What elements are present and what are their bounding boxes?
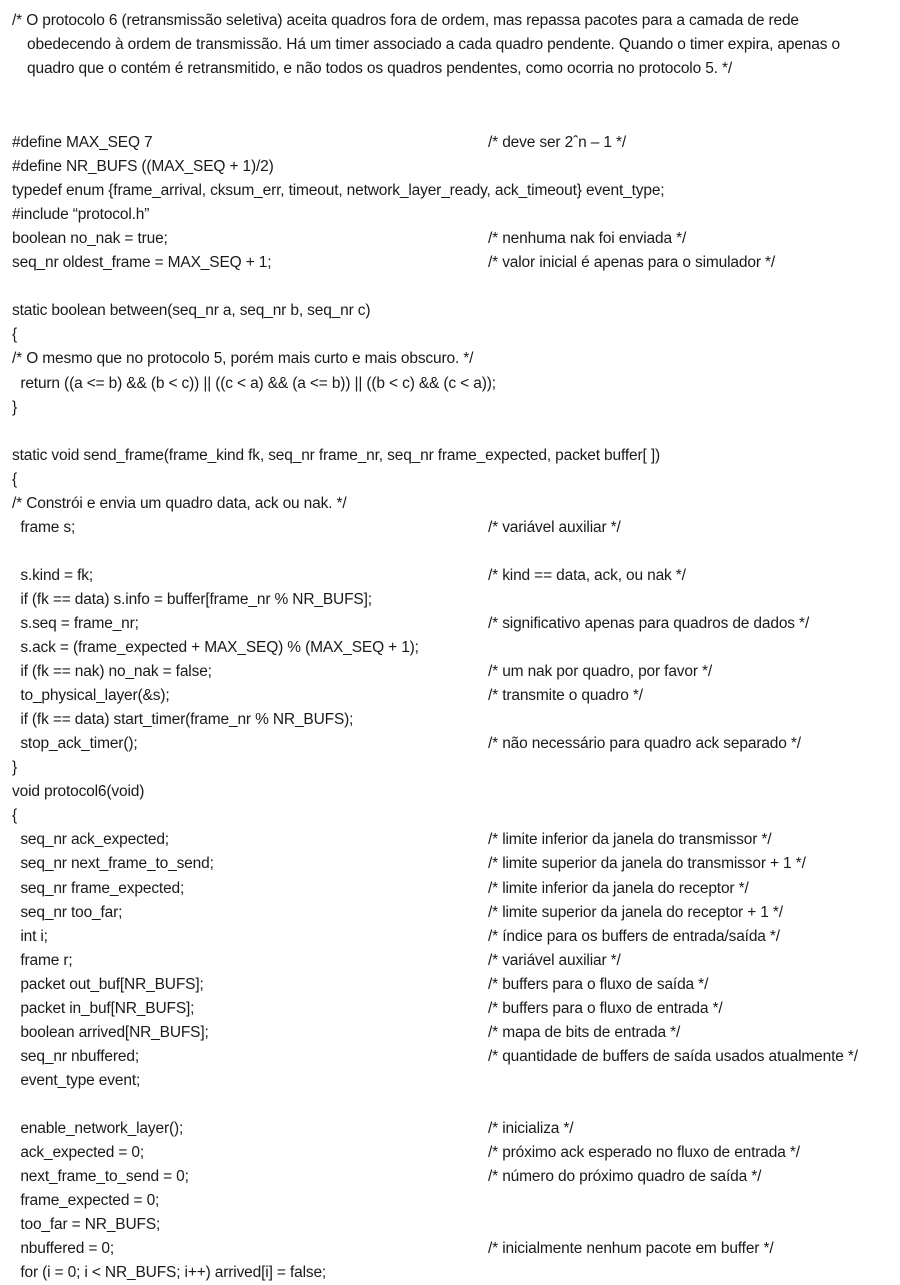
code-text: s.seq = frame_nr; (12, 614, 139, 632)
code-text: next_frame_to_send = 0; (12, 1168, 189, 1186)
code-text: seq_nr ack_expected; (12, 831, 169, 849)
code-comment: /* buffers para o fluxo de saída */ (488, 975, 709, 993)
code-comment: /* nenhuma nak foi enviada */ (488, 230, 687, 248)
code-line (12, 131, 892, 155)
code-text: if (fk == nak) no_nak = false; (12, 663, 212, 681)
code-line (12, 1021, 892, 1045)
code-text: int i; (12, 927, 48, 945)
code-comment: /* valor inicial é apenas para o simulador */ (488, 254, 776, 272)
code-line (12, 251, 892, 275)
code-line (12, 492, 892, 516)
code-line (12, 227, 892, 251)
code-line (12, 756, 892, 780)
code-text: for (i = 0; i < NR_BUFS; i++) arrived[i] = false; (12, 1264, 327, 1282)
code-line (12, 828, 892, 852)
code-text: seq_nr next_frame_to_send; (12, 855, 214, 873)
code-text: event_type event; (12, 1071, 141, 1089)
code-comment: /* mapa de bits de entrada */ (488, 1023, 681, 1041)
code-line (12, 1069, 892, 1093)
intro-line: obedecendo à ordem de transmissão. Há um timer associado a cada quadro pendente. Quando o timer expira, apenas o (27, 36, 840, 53)
code-comment: /* limite inferior da janela do receptor */ (488, 879, 749, 897)
code-line (12, 1165, 892, 1189)
code-text: seq_nr oldest_frame = MAX_SEQ + 1; (12, 254, 272, 272)
code-text: to_physical_layer(&s); (12, 687, 170, 705)
code-comment: /* um nak por quadro, por favor */ (488, 663, 713, 681)
code-comment: /* variável auxiliar */ (488, 518, 621, 536)
code-text: too_far = NR_BUFS; (12, 1216, 161, 1234)
code-comment: /* limite superior da janela do receptor + 1 */ (488, 903, 783, 921)
code-text: void protocol6(void) (12, 783, 145, 801)
code-text: s.kind = fk; (12, 566, 94, 584)
code-comment: /* inicializa */ (488, 1119, 574, 1137)
code-text: frame s; (12, 518, 76, 536)
code-line (12, 732, 892, 756)
code-comment: /* deve ser 2ˆn – 1 */ (488, 134, 627, 152)
code-line (12, 612, 892, 636)
code-text: packet in_buf[NR_BUFS]; (12, 999, 195, 1017)
code-line (12, 973, 892, 997)
intro-line: /* O protocolo 6 (retransmissão seletiva) aceita quadros fora de ordem, mas repassa pacotes para a camada de rede (12, 12, 799, 29)
code-text: ack_expected = 0; (12, 1144, 145, 1162)
code-comment: /* inicialmente nenhum pacote em buffer */ (488, 1240, 774, 1258)
code-text: boolean no_nak = true; (12, 230, 168, 248)
code-line (12, 684, 892, 708)
intro-line: quadro que o contém é retransmitido, e não todos os quadros pendentes, como ocorria no protocolo 5. */ (27, 60, 733, 77)
code-line (12, 804, 892, 828)
code-line (12, 1117, 892, 1141)
code-text: /* O mesmo que no protocolo 5, porém mais curto e mais obscuro. */ (12, 350, 474, 368)
code-line (12, 203, 892, 227)
code-comment: /* quantidade de buffers de saída usados atualmente */ (488, 1047, 858, 1065)
code-line (12, 1093, 892, 1117)
code-text: typedef enum {frame_arrival, cksum_err, timeout, network_layer_ready, ack_timeout} event_type; (12, 182, 665, 200)
code-line (12, 372, 892, 396)
code-text: #include “protocol.h” (12, 206, 150, 224)
code-line (12, 347, 892, 371)
code-text: boolean arrived[NR_BUFS]; (12, 1023, 209, 1041)
code-line (12, 852, 892, 876)
code-comment: /* limite inferior da janela do transmissor */ (488, 831, 772, 849)
code-text: { (12, 807, 18, 825)
intro-comment (12, 9, 892, 81)
code-line (12, 1045, 892, 1069)
code-line (12, 540, 892, 564)
code-line (12, 636, 892, 660)
code-comment: /* limite superior da janela do transmissor + 1 */ (488, 855, 806, 873)
code-text: { (12, 470, 18, 488)
code-line (12, 877, 892, 901)
code-text: } (12, 759, 18, 777)
code-comment: /* significativo apenas para quadros de dados */ (488, 614, 810, 632)
code-line (12, 179, 892, 203)
code-line (12, 396, 892, 420)
code-line (12, 708, 892, 732)
code-line (12, 107, 892, 131)
code-line (12, 1261, 892, 1285)
code-comment: /* transmite o quadro */ (488, 687, 643, 705)
code-listing (12, 107, 892, 1285)
code-line (12, 275, 892, 299)
code-line (12, 468, 892, 492)
code-text: } (12, 398, 18, 416)
code-line (12, 925, 892, 949)
code-text: frame_expected = 0; (12, 1192, 160, 1210)
code-line (12, 901, 892, 925)
code-text: seq_nr frame_expected; (12, 879, 185, 897)
code-comment: /* kind == data, ack, ou nak */ (488, 566, 686, 584)
code-text: static boolean between(seq_nr a, seq_nr b, seq_nr c) (12, 302, 371, 320)
code-comment: /* próximo ack esperado no fluxo de entrada */ (488, 1144, 800, 1162)
code-line (12, 780, 892, 804)
code-text: packet out_buf[NR_BUFS]; (12, 975, 204, 993)
code-line (12, 420, 892, 444)
code-line (12, 1237, 892, 1261)
code-text: s.ack = (frame_expected + MAX_SEQ) % (MAX_SEQ + 1); (12, 639, 419, 657)
code-line (12, 588, 892, 612)
code-comment: /* buffers para o fluxo de entrada */ (488, 999, 723, 1017)
code-text: #define MAX_SEQ 7 (12, 134, 153, 152)
code-line (12, 997, 892, 1021)
code-line (12, 564, 892, 588)
code-text: nbuffered = 0; (12, 1240, 115, 1258)
code-text: stop_ack_timer(); (12, 735, 138, 753)
code-text: frame r; (12, 951, 73, 969)
code-line (12, 444, 892, 468)
code-text: seq_nr nbuffered; (12, 1047, 139, 1065)
code-comment: /* número do próximo quadro de saída */ (488, 1168, 762, 1186)
code-comment: /* não necessário para quadro ack separado */ (488, 735, 801, 753)
code-text: /* Constrói e envia um quadro data, ack ou nak. */ (12, 494, 347, 512)
code-text: static void send_frame(frame_kind fk, seq_nr frame_nr, seq_nr frame_expected, packet buffer[ ]) (12, 446, 660, 464)
code-text: return ((a <= b) && (b < c)) || ((c < a) && (a <= b)) || ((b < c) && (c < a)); (12, 374, 496, 392)
code-line (12, 1141, 892, 1165)
code-text: seq_nr too_far; (12, 903, 123, 921)
code-line (12, 155, 892, 179)
code-line (12, 1213, 892, 1237)
code-line (12, 299, 892, 323)
code-line (12, 323, 892, 347)
code-line (12, 516, 892, 540)
code-line (12, 660, 892, 684)
code-text: { (12, 326, 18, 344)
code-line (12, 1189, 892, 1213)
code-text: if (fk == data) s.info = buffer[frame_nr % NR_BUFS]; (12, 590, 372, 608)
code-text: enable_network_layer(); (12, 1119, 184, 1137)
code-comment: /* variável auxiliar */ (488, 951, 621, 969)
code-comment: /* índice para os buffers de entrada/saída */ (488, 927, 780, 945)
code-line (12, 949, 892, 973)
code-text: #define NR_BUFS ((MAX_SEQ + 1)/2) (12, 158, 274, 176)
code-text: if (fk == data) start_timer(frame_nr % NR_BUFS); (12, 711, 354, 729)
